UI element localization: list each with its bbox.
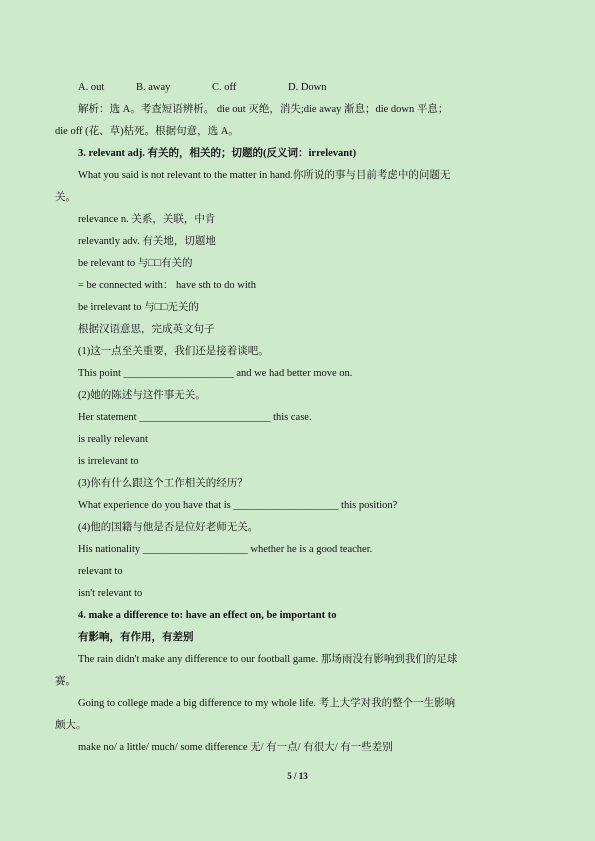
option-c: C. off: [212, 82, 237, 93]
example-sentence-cont: 关。: [55, 192, 76, 203]
example-college-cont: 颇大。: [55, 720, 87, 731]
option-d: D. Down: [288, 82, 327, 93]
section-heading-make-a-difference: 4. make a difference to: have an effect on, be important to: [78, 610, 337, 621]
exercise-4-prompt: (4)他的国籍与他是否是位好老师无关。: [78, 522, 259, 533]
answer-options: [0, 81, 595, 95]
option-b: B. away: [136, 82, 171, 93]
exercise-2-sentence: Her statement _________________________ this case.: [78, 412, 312, 423]
exercise-2-prompt: (2)她的陈述与这件事无关。: [78, 390, 206, 401]
phrase-be-connected-with: = be connected with： have sth to do with: [78, 280, 256, 291]
answer-1: is really relevant: [78, 434, 148, 445]
phrase-make-difference: make no/ a little/ much/ some difference 无/ 有一点/ 有很大/ 有一些差别: [78, 742, 393, 753]
option-a: A. out: [78, 82, 105, 93]
example-sentence: What you said is not relevant to the matter in hand.你所说的事与目前考虑中的问题无: [78, 170, 451, 181]
exercise-3-sentence: What experience do you have that is ____________________ this position?: [78, 500, 398, 511]
phrase-be-relevant-to: be relevant to 与□□有关的: [78, 258, 193, 269]
section-heading-relevant: 3. relevant adj. 有关的，相关的；切题的(反义词：irrelevant): [78, 148, 357, 159]
phrase-be-irrelevant-to: be irrelevant to 与□□无关的: [78, 302, 199, 313]
exercise-3-prompt: (3)你有什么跟这个工作相关的经历？: [78, 478, 248, 489]
page-number: 5 / 13: [287, 771, 308, 781]
exercise-4-sentence: His nationality ____________________ whether he is a good teacher.: [78, 544, 373, 555]
answer-2: is irrelevant to: [78, 456, 139, 467]
vocab-relevance: relevance n. 关系，关联，中肯: [78, 214, 216, 225]
example-college: Going to college made a big difference to my whole life. 考上大学对我的整个一生影响: [78, 698, 456, 709]
example-rain: The rain didn't make any difference to our football game. 那场雨没有影响到我们的足球: [78, 654, 458, 665]
exercise-1-prompt: (1)这一点至关重要，我们还是接着谈吧。: [78, 346, 269, 357]
example-rain-cont: 赛。: [55, 676, 76, 687]
exercise-instruction: 根据汉语意思，完成英文句子: [78, 324, 215, 335]
answer-4: isn't relevant to: [78, 588, 143, 599]
analysis-line-2: die off (花、草)枯死。根据句意，选 A。: [55, 126, 239, 137]
exercise-1-sentence: This point _____________________ and we had better move on.: [78, 368, 353, 379]
section-subheading: 有影响，有作用，有差别: [78, 632, 194, 643]
vocab-relevantly: relevantly adv. 有关地，切题地: [78, 236, 216, 247]
answer-3: relevant to: [78, 566, 123, 577]
analysis-line-1: 解析：选 A。考查短语辨析。 die out 灭绝，消失;die away 渐息；die down 平息；: [78, 104, 449, 115]
